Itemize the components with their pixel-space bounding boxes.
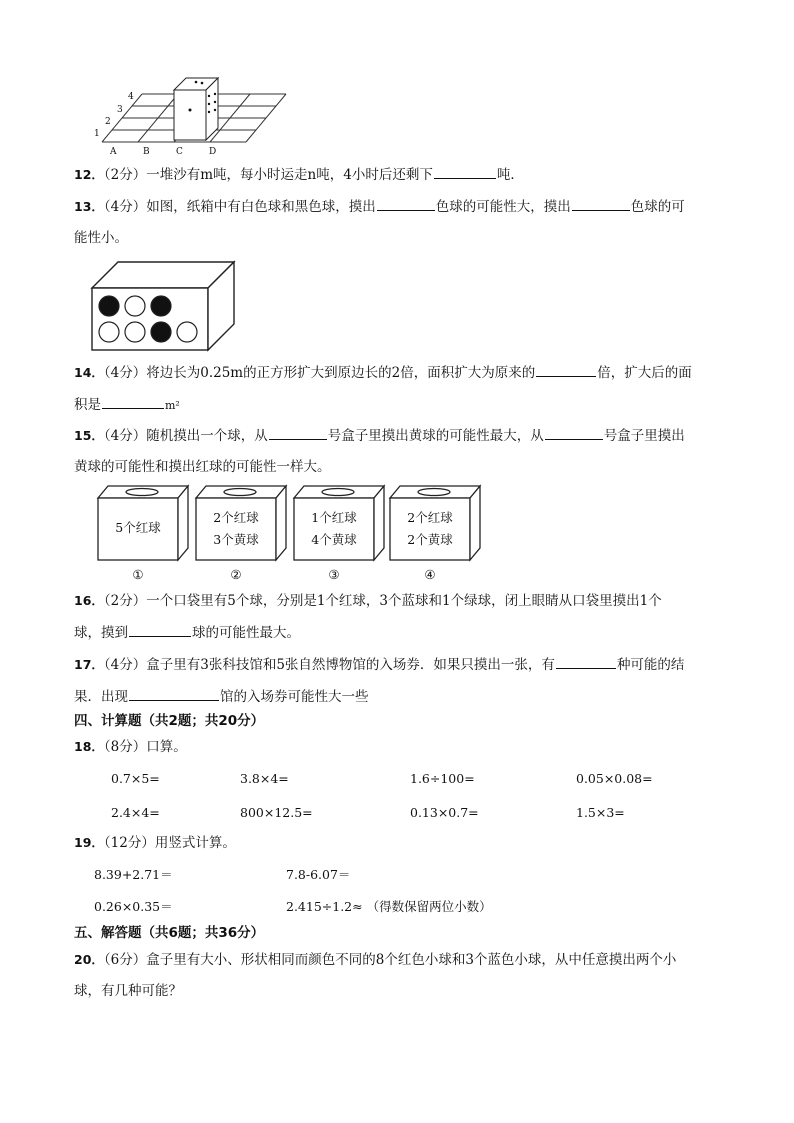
question-number: 12．: [74, 167, 104, 182]
question-number: 16．: [74, 593, 104, 608]
ball: [151, 322, 171, 342]
question-text: 倍，扩大后的面: [597, 365, 692, 381]
calc-item: 1.5×3=: [576, 805, 625, 820]
question-score: （4分）: [103, 657, 147, 673]
ball: [125, 296, 145, 316]
question-number: 20．: [74, 952, 104, 967]
box-4-label: ④: [424, 567, 436, 582]
question-text: 盒子里有3张科技馆和5张自然博物馆的入场券．如果只摸出一张，有: [146, 657, 555, 673]
question-18: [74, 737, 187, 757]
calc-item: 0.13×0.7=: [410, 805, 479, 820]
answer-blank[interactable]: [545, 425, 603, 440]
question-score: （4分）: [103, 428, 147, 444]
answer-blank[interactable]: [434, 164, 496, 179]
question-14-line2: [74, 394, 180, 416]
question-text: 号盒子里摸出: [603, 428, 685, 444]
calc-item: 8.39+2.71＝: [94, 867, 173, 882]
question-number: 19．: [74, 835, 104, 850]
box-2-text-2: 3个黄球: [213, 532, 259, 547]
box-4-text-1: 2个红球: [407, 510, 453, 525]
question-number: 13．: [74, 199, 104, 214]
question-text: 将边长为0.25m的正方形扩大到原边长的2倍，面积扩大为原来的: [146, 365, 536, 381]
calc-item: 3.8×4=: [240, 771, 289, 786]
grid-die-figure: [88, 74, 288, 158]
calc-item: 800×12.5=: [240, 805, 313, 820]
box-2-label: ②: [230, 567, 242, 582]
answer-blank[interactable]: [102, 394, 164, 409]
section-heading-5: 五、解答题（共6题；共36分）: [74, 925, 265, 941]
col-label: D: [209, 147, 217, 157]
question-16: [74, 591, 662, 611]
question-number: 18．: [74, 739, 104, 754]
calc-item: 0.05×0.08=: [576, 771, 653, 786]
question-score: （6分）: [103, 952, 147, 968]
question-text: 号盒子里摸出黄球的可能性最大，从: [327, 428, 544, 444]
question-12: [74, 164, 524, 185]
row-label: 3: [117, 105, 123, 115]
ball-box-figure: [88, 258, 238, 354]
box-2-text-1: 2个红球: [213, 510, 259, 525]
answer-blank[interactable]: [536, 362, 596, 377]
row-label: 2: [105, 117, 111, 127]
answer-blank[interactable]: [269, 425, 327, 440]
ball: [151, 296, 171, 316]
box-1-text: 5个红球: [115, 520, 161, 535]
box-3-text-2: 4个黄球: [311, 532, 357, 547]
col-label: A: [110, 147, 117, 157]
question-15: [74, 425, 685, 446]
question-score: （2分）: [103, 593, 147, 609]
question-text: 球，有几种可能？: [74, 983, 182, 999]
answer-blank[interactable]: [377, 196, 435, 211]
question-text: 一堆沙有m吨，每小时运走n吨，4小时后还剩下: [146, 167, 433, 183]
question-text: 色球的可: [630, 199, 685, 215]
calc-item: 2.415÷1.2≈ （得数保留两位小数）: [286, 899, 492, 914]
section-heading-4: 四、计算题（共2题；共20分）: [74, 713, 265, 729]
ball: [99, 322, 119, 342]
question-score: （8分）: [103, 739, 147, 755]
question-20-line2: [74, 981, 182, 1001]
ball: [125, 322, 145, 342]
calc-item: 1.6÷100=: [410, 771, 475, 786]
question-text: 能性小。: [74, 230, 128, 246]
question-text: 吨．: [496, 167, 524, 183]
question-15-line2: [74, 457, 331, 477]
question-number: 15．: [74, 428, 104, 443]
question-text: 球的可能性最大。: [192, 625, 300, 641]
question-score: （2分）: [103, 167, 147, 183]
row-label: 1: [94, 129, 100, 139]
question-text: 用竖式计算。: [154, 835, 236, 851]
q15-boxes-figure: [92, 482, 492, 584]
question-16-line2: [74, 622, 300, 643]
calc-item: 0.26×0.35＝: [94, 899, 173, 914]
question-text: 如图，纸箱中有白色球和黑色球，摸出: [146, 199, 376, 215]
ball: [177, 322, 197, 342]
question-number: 17．: [74, 657, 104, 672]
question-text: 随机摸出一个球，从: [146, 428, 268, 444]
col-label: B: [143, 147, 150, 157]
question-text: 球，摸到: [74, 625, 128, 641]
question-text: 口算。: [146, 739, 187, 755]
unit-label: m²: [165, 399, 180, 412]
question-13: [74, 196, 685, 217]
question-text: 果．出现: [74, 689, 128, 705]
question-text: 色球的可能性大，摸出: [435, 199, 571, 215]
box-3-text-1: 1个红球: [311, 510, 357, 525]
question-score: （12分）: [103, 835, 155, 851]
box-4-text-2: 2个黄球: [407, 532, 453, 547]
question-text: 一个口袋里有5个球，分别是1个红球，3个蓝球和1个绿球，闭上眼睛从口袋里摸出1个: [146, 593, 662, 609]
calc-item: 2.4×4=: [111, 805, 160, 820]
question-20: [74, 950, 676, 970]
question-text: 馆的入场券可能性大一些: [220, 689, 369, 705]
box-3-label: ③: [328, 567, 340, 582]
box-1-label: ①: [132, 567, 144, 582]
calc-item: 7.8-6.07＝: [286, 867, 351, 882]
question-17: [74, 654, 684, 675]
question-text: 积是: [74, 397, 101, 413]
answer-blank[interactable]: [572, 196, 630, 211]
question-text: 盒子里有大小、形状相同而颜色不同的8个红色小球和3个蓝色小球，从中任意摸出两个小: [146, 952, 677, 968]
question-17-line2: [74, 686, 369, 707]
question-score: （4分）: [103, 199, 147, 215]
answer-blank[interactable]: [129, 622, 191, 637]
ball: [99, 296, 119, 316]
question-text: 黄球的可能性和摸出红球的可能性一样大。: [74, 459, 331, 475]
answer-blank[interactable]: [556, 654, 616, 669]
question-14: [74, 362, 692, 383]
calc-item: 0.7×5=: [111, 771, 160, 786]
question-13-line2: [74, 228, 128, 248]
question-number: 14．: [74, 365, 104, 380]
col-label: C: [176, 147, 183, 157]
question-19: [74, 833, 236, 853]
question-text: 种可能的结: [616, 657, 685, 673]
answer-blank[interactable]: [129, 686, 219, 701]
row-label: 4: [128, 92, 134, 102]
question-score: （4分）: [103, 365, 147, 381]
